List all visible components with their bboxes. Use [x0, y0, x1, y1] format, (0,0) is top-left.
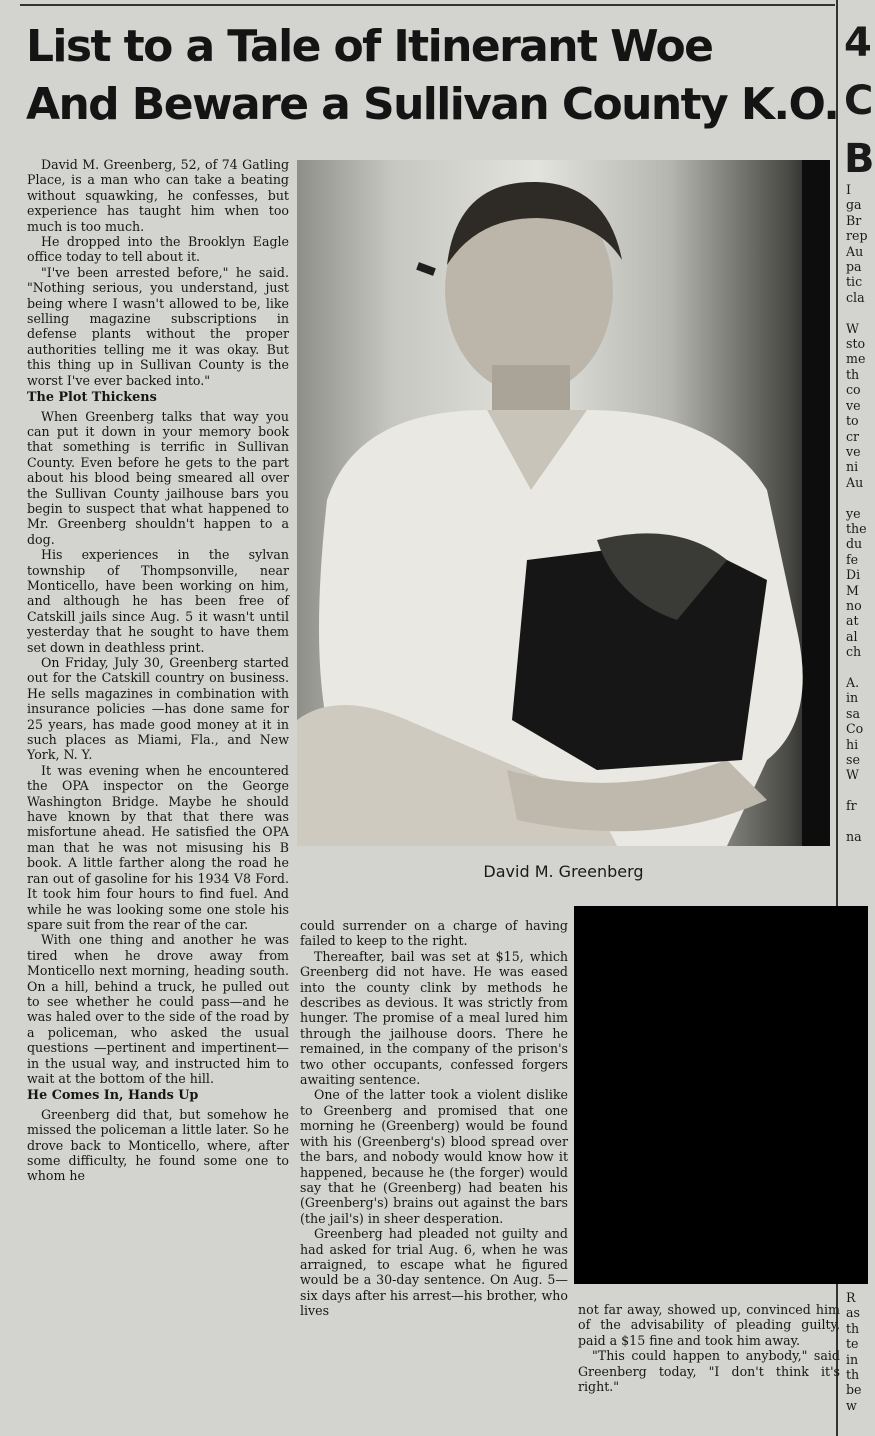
adjacent-line-fragment: hi: [846, 736, 859, 752]
photo-caption: David M. Greenberg: [483, 862, 644, 881]
portrait-photo: [297, 160, 830, 846]
adjacent-line-fragment: ve: [846, 443, 861, 459]
paragraph: not far away, showed up, convinced him of the advisability of pleading guilty, paid a $15 fine and took him away.: [578, 1302, 840, 1348]
adjacent-line-fragment: al: [846, 628, 858, 644]
adjacent-line-fragment: [846, 660, 868, 675]
paragraph: Greenberg did that, but somehow he missed the policeman a little later. So he drove back to Monticello, where, after some difficulty, he found some one to whom he: [27, 1106, 289, 1184]
adjacent-line-fragment: W: [846, 767, 859, 783]
adjacent-line-fragment: tic: [846, 274, 863, 290]
adjacent-line-fragment: Br: [846, 212, 862, 228]
article-column-2: [300, 918, 568, 1319]
adjacent-line-fragment: Co: [846, 721, 864, 737]
adjacent-line-fragment: Au: [846, 243, 864, 259]
adjacent-line-fragment: A.: [846, 675, 860, 690]
adjacent-line-fragment: R: [846, 1290, 856, 1305]
subhead-plot-thickens: The Plot Thickens: [27, 390, 157, 406]
adjacent-line-fragment: co: [846, 382, 861, 398]
adjacent-line-fragment: ye: [846, 505, 861, 521]
adjacent-line-fragment: Au: [846, 474, 864, 490]
adjacent-line-fragment: sa: [846, 705, 860, 721]
adjacent-line-fragment: [846, 814, 868, 829]
adjacent-line-fragment: ga: [846, 197, 862, 213]
adjacent-line-fragment: at: [846, 613, 859, 629]
adjacent-column-lower: [846, 1290, 868, 1413]
paragraph: "I've been arrested before," he said. "Nothing serious, you understand, just being where I wasn't allowed to be, like selling magazine subscriptions in defense plants without the proper authorities telling me it was okay. But this thing up in Sullivan County is the worst I've ever backed into.": [27, 264, 289, 388]
redacted-block: [574, 906, 868, 1284]
paragraph: On Friday, July 30, Greenberg started out for the Catskill country on business. He sells magazines in combination with insurance policies —has done same for 25 years, has made good money at it in such places as Miami, Fla., and New York, N. Y.: [27, 655, 289, 763]
adjacent-line-fragment: cla: [846, 289, 865, 305]
adjacent-line-fragment: th: [846, 1320, 860, 1336]
adjacent-line-fragment: sto: [846, 336, 866, 352]
adjacent-line-fragment: na: [846, 829, 862, 845]
adjacent-line-fragment: [846, 305, 868, 320]
adjacent-line-fragment: me: [846, 351, 866, 367]
adjacent-line-fragment: W: [846, 320, 859, 336]
adjacent-line-fragment: as: [846, 1305, 860, 1321]
adjacent-line-fragment: in: [846, 1351, 859, 1367]
adjacent-line-fragment: ch: [846, 644, 862, 660]
paragraph: Thereafter, bail was set at $15, which Greenberg did not have. He was eased into the county clink by methods he describes as devious. It was strictly from hunger. The promise of a meal lured him through the jailhouse doors. There he remained, in the company of the prison's two other occupants, confessed forgers awaiting sentence.: [300, 948, 568, 1088]
adjacent-line-fragment: th: [846, 1367, 860, 1383]
adjacent-line-fragment: w: [846, 1397, 857, 1413]
adjacent-line-fragment: no: [846, 597, 862, 613]
adjacent-line-fragment: in: [846, 690, 859, 706]
paragraph: could surrender on a charge of having failed to keep to the right.: [300, 918, 568, 949]
paragraph: He dropped into the Brooklyn Eagle office today to tell about it.: [27, 234, 289, 265]
adjacent-line-fragment: Di: [846, 567, 861, 583]
adjacent-headline-fragment: 4 C B: [844, 20, 875, 182]
paragraph: David M. Greenberg, 52, of 74 Gatling Place, is a man who can take a beating without squawking, he confesses, but experience has taught him when too much is too much.: [27, 157, 289, 234]
adjacent-line-fragment: [846, 783, 868, 798]
headline-line-1: List to a Tale of Itinerant Woe: [26, 21, 713, 72]
adjacent-line-fragment: du: [846, 536, 863, 552]
adjacent-line-fragment: to: [846, 413, 859, 429]
paragraph: It was evening when he encountered the OPA inspector on the George Washington Bridge. Maybe he should have known by that that there was misfortune ahead. He satisfied the OPA man that he was not misusing his B book. A little farther along the road he ran out of gasoline for his 1934 V8 Ford. It took him four hours to find fuel. And while he was looking some one stole his spare suit from the rear of the car.: [27, 762, 289, 932]
adjacent-line-fragment: fr: [846, 798, 857, 814]
adjacent-line-fragment: cr: [846, 428, 860, 444]
adjacent-line-fragment: te: [846, 1336, 859, 1352]
adjacent-line-fragment: th: [846, 366, 860, 382]
adjacent-line-fragment: M: [846, 582, 859, 598]
adjacent-line-fragment: [846, 490, 868, 505]
paragraph: One of the latter took a violent dislike to Greenberg and promised that one morning he (Greenberg) would be found with his (Greenberg's) blood spread over the bars, and nobody would know how it happened, because he (the forger) would say that he (Greenberg) had beaten his (Greenberg's) brains out against the bars (the jail's) in sheer desperation.: [300, 1087, 568, 1226]
subhead-hands-up: He Comes In, Hands Up: [27, 1088, 199, 1104]
article-column-3: [578, 1302, 840, 1394]
paragraph: His experiences in the sylvan township of Thompsonville, near Monticello, have been working on him, and although he has been free of Catskill jails since Aug. 5 it wasn't until yesterday that he sought to have them set down in deathless print.: [27, 547, 289, 655]
headline-line-2: And Beware a Sullivan County K.O.: [26, 79, 839, 130]
paragraph: With one thing and another he was tired when he drove away from Monticello next morning, heading south. On a hill, behind a truck, he pulled out to see whether he could pass—and he was haled over to the side of the road by a policeman, who asked the usual questions —pertinent and impertinent—in the usual way, and instructed him to wait at the bottom of the hill.: [27, 932, 289, 1086]
paragraph: When Greenberg talks that way you can put it down in your memory book that something is terrific in Sullivan County. Even before he gets to the part about his blood being smeared all over the Sullivan County jailhouse bars you begin to suspect that what happened to Mr. Greenberg shouldn't happen to a dog.: [27, 408, 289, 547]
top-rule: [20, 4, 835, 6]
adjacent-line-fragment: pa: [846, 259, 862, 275]
adjacent-line-fragment: ve: [846, 397, 861, 413]
paragraph: "This could happen to anybody," said Greenberg today, "I don't think it's right.": [578, 1348, 840, 1395]
adjacent-line-fragment: rep: [846, 228, 868, 244]
adjacent-line-fragment: I: [846, 182, 851, 197]
adjacent-line-fragment: se: [846, 752, 860, 768]
portrait-illustration: [297, 160, 830, 846]
headline: [26, 18, 841, 134]
paragraph: Greenberg had pleaded not guilty and had asked for trial Aug. 6, when he was arraigned, to escape what he figured would be a 30-day sentence. On Aug. 5—six days after his arrest—his brother, who lives: [300, 1226, 568, 1319]
adjacent-line-fragment: be: [846, 1382, 862, 1398]
adjacent-line-fragment: the: [846, 520, 867, 536]
adjacent-column-upper: [846, 182, 868, 844]
adjacent-line-fragment: ni: [846, 459, 859, 475]
adjacent-line-fragment: fe: [846, 551, 859, 567]
article-column-1: [27, 157, 289, 1184]
